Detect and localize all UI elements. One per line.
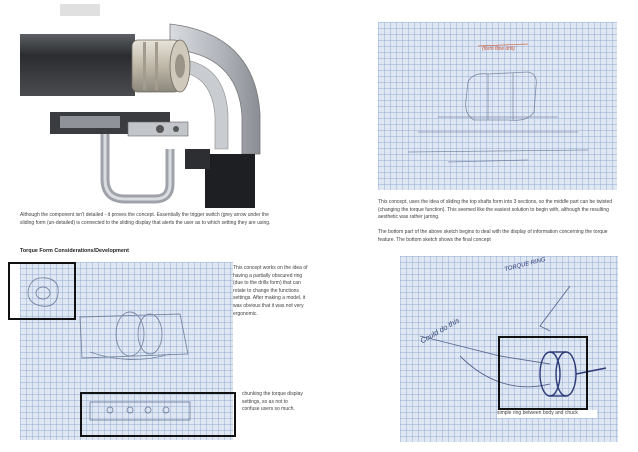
section-heading: Torque Form Considerations/Development <box>20 248 129 254</box>
sketch-label-torque-ring: TORQUE RING <box>503 256 547 274</box>
sketch-label-could-do: Could do this <box>418 315 462 346</box>
cad-render-image <box>20 4 275 208</box>
note-chunking: chunking the torque display settings, so as not to confuse users so much. <box>242 391 303 413</box>
cad-caption: Although the component isn't detailed - it proves the concept. Essentially the trigger switch (grey arrow under the sliding form (un-detailed) is connected to the sliding display that alerts the user as to which setting they are using. <box>20 212 271 226</box>
note-concept: This concept works on the idea of having a partially obscured ring (due to the drills form) that can rotate to change the functions settings. After making a model, it was obvious that it was not very ergonomic. <box>233 265 308 317</box>
highlight-box-bottom <box>80 392 236 437</box>
concept-text-2: The bottom part of the above sketch begins to deal with the display of information concerning the torque feature. The bottom sketch shows the final concept <box>378 229 608 243</box>
concept-text-1: This concept, uses the idea of sliding the top shafts form into 3 sections, so the middle part can be twisted (changing the torque function). This seemed like the easiest solution to begin with, although the resulting aesthetic was rather jarring. <box>378 199 613 221</box>
sliding-sections-sketch <box>378 22 617 190</box>
sketch-label-form-flow: (form flow drill) <box>482 46 515 52</box>
highlight-box-final <box>498 336 588 410</box>
highlight-box-top <box>8 262 76 320</box>
final-caption: simple ring between body and chuck <box>497 410 597 418</box>
